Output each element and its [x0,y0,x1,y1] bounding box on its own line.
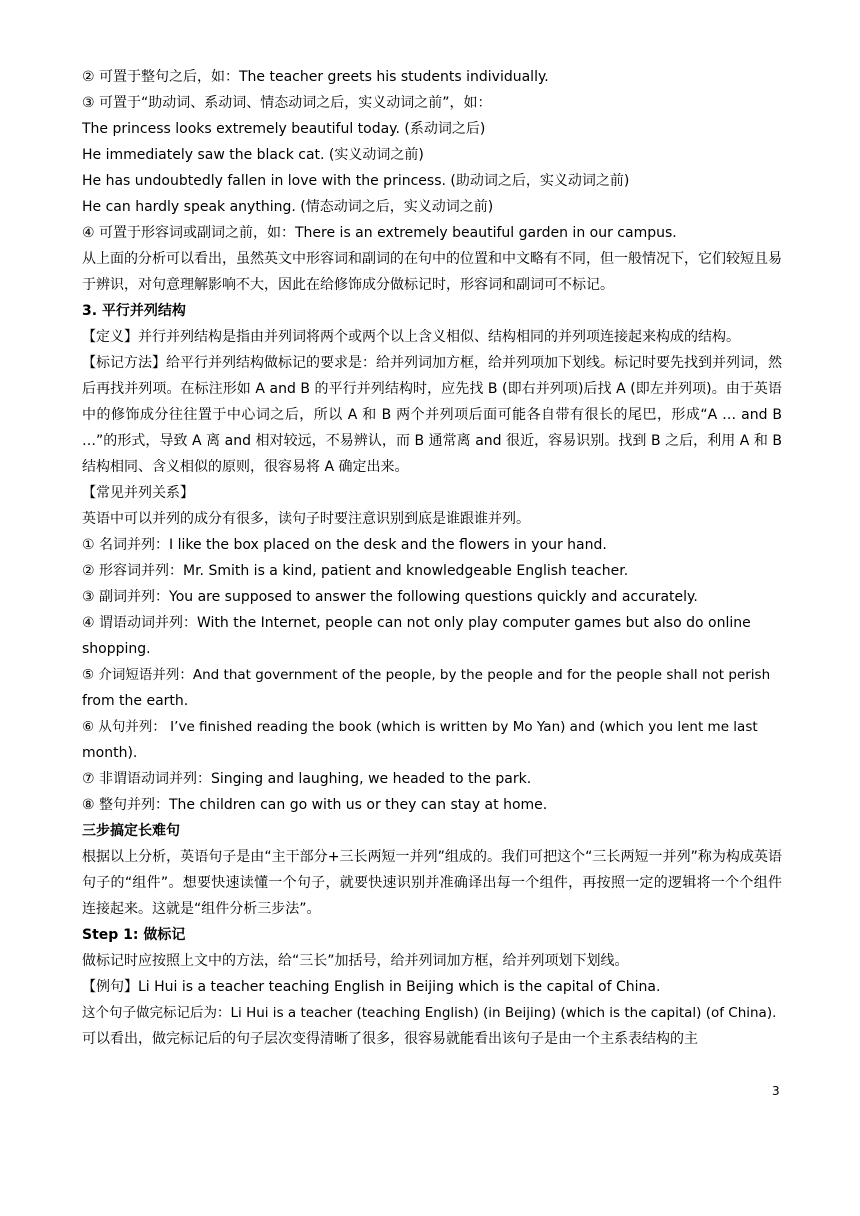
subsection-heading: 【常见并列关系】 [82,485,194,501]
step-instruction: 做标记时应按照上文中的方法，给“三长”加括号，给并列词加方框，给并列项划下划线。 [82,953,629,969]
definition-paragraph: 【定义】并行并列结构是指由并列词将两个或两个以上含义相似、结构相同的并列项连接起来构成的结构。 [82,329,740,345]
page-number: 3 [772,1084,780,1098]
list-item: ③ 副词并列：You are supposed to answer the following questions quickly and accurately. [82,589,698,605]
list-item: ⑤ 介词短语并列：And that government of the people, by the people and for the people shall not perish [82,667,771,683]
list-item: ① 名词并列：I like the box placed on the desk and the flowers in your hand. [82,537,607,553]
adverb-position-item-4: ④ 可置于形容词或副词之前，如：There is an extremely beautiful garden in our campus. [82,225,677,241]
adverb-position-item-2: ② 可置于整句之后，如：The teacher greets his students individually. [82,69,549,85]
list-item: ② 形容词并列：Mr. Smith is a kind, patient and knowledgeable English teacher. [82,563,629,579]
list-item-continuation: month). [82,745,138,761]
example-sentence: He can hardly speak anything. (情态动词之后，实义动词之前) [82,199,494,215]
list-item: ④ 谓语动词并列：With the Internet, people can not only play computer games but also do online [82,615,751,631]
section-heading: 3. 平行并列结构 [82,303,186,319]
list-item-continuation: shopping. [82,641,151,657]
list-item: ⑥ 从句并列： I’ve finished reading the book (which is written by Mo Yan) and (which you lent me last [82,719,758,735]
conclusion-line: 可以看出，做完标记后的句子层次变得清晰了很多，很容易就能看出该句子是由一个主系表结构的主 [82,1031,698,1047]
step-heading: Step 1: 做标记 [82,927,186,943]
list-item: ⑦ 非谓语动词并列：Singing and laughing, we headed to the park. [82,771,532,787]
document-page [82,64,782,1052]
list-item: ⑧ 整句并列：The children can go with us or they can stay at home. [82,797,548,813]
adverb-position-item-3: ③ 可置于“助动词、系动词、情态动词之后，实义动词之前”，如： [82,95,492,111]
example-sentence: 【例句】Li Hui is a teacher teaching English in Beijing which is the capital of China. [82,979,661,995]
section-heading: 三步搞定长难句 [82,823,180,839]
list-item-continuation: from the earth. [82,693,189,709]
example-sentence: He has undoubtedly fallen in love with the princess. (助动词之后，实义动词之前) [82,173,630,189]
marking-method-paragraph: 【标记方法】给平行并列结构做标记的要求是：给并列词加方框，给并列项加下划线。标记时要先找到并列词，然后再找并列项。在标注形如 A and B 的平行并列结构时，应先找 B (即右并列项)后找 A (即左并列项)。由于英语中的修饰成分往往置于中心词之后，所以 A 和 B 两个并列项后面可能各自带有很长的尾巴，形成“A … and B …”的形式，导致 A 离 and 相对较远，不易辨认，而 B 通常离 and 很近，容易识别。找到 B 之后，利用 A 和 B 结构相同、含义相似的原则，很容易将 A 确定出来。 [82,355,782,475]
marked-example-sentence: 这个句子做完标记后为：Li Hui is a teacher (teaching English) (in Beijing) (which is the capital) (of China). [82,1005,777,1021]
example-sentence: The princess looks extremely beautiful today. (系动词之后) [82,121,486,137]
analysis-paragraph: 从上面的分析可以看出，虽然英文中形容词和副词的在句中的位置和中文略有不同，但一般情况下，它们较短且易于辨识，对句意理解影响不大，因此在给修饰成分做标记时，形容词和副词可不标记。 [82,251,782,293]
example-sentence: He immediately saw the black cat. (实义动词之前) [82,147,424,163]
summary-paragraph: 根据以上分析，英语句子是由“主干部分+三长两短一并列”组成的。我们可把这个“三长两短一并列”称为构成英语句子的“组件”。想要快速读懂一个句子，就要快速识别并准确译出每一个组件，再按照一定的逻辑将一个个组件连接起来。这就是“组件分析三步法”。 [82,849,782,917]
intro-paragraph: 英语中可以并列的成分有很多，读句子时要注意识别到底是谁跟谁并列。 [82,511,530,527]
